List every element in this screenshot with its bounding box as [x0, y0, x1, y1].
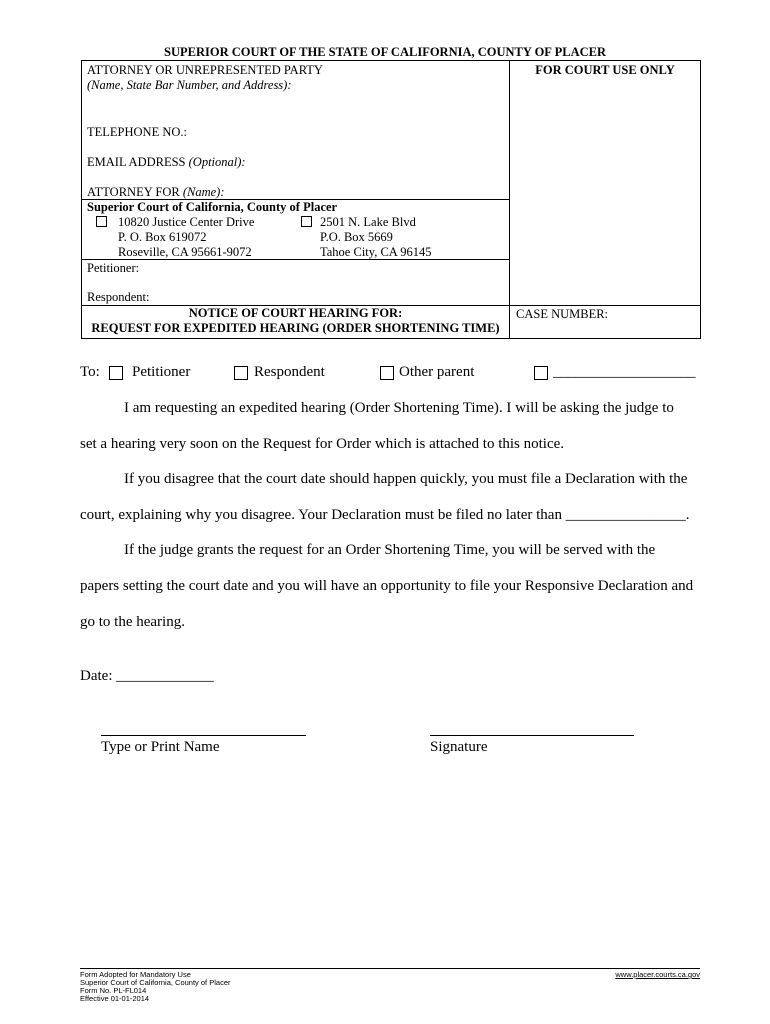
attorney-for-name: (Name):	[182, 185, 225, 199]
location-tahoe-line1: 2501 N. Lake Blvd	[320, 215, 416, 229]
paragraph-1-line-2: set a hearing very soon on the Request for Order which is attached to this notice.	[80, 436, 565, 452]
email-label-text: EMAIL ADDRESS	[87, 155, 186, 169]
location-roseville-line3: Roseville, CA 95661-9072	[118, 245, 252, 259]
court-use-label: FOR COURT USE ONLY	[535, 63, 675, 77]
attorney-sub-label: (Name, State Bar Number, and Address):	[87, 78, 292, 92]
petitioner-label: Petitioner:	[87, 261, 140, 275]
location-roseville-line2: P. O. Box 619072	[118, 230, 207, 244]
other-blank[interactable]: ___________________	[553, 364, 696, 380]
signature-line[interactable]	[430, 735, 634, 736]
footer-rule	[80, 968, 700, 969]
telephone-label: TELEPHONE NO.:	[87, 125, 187, 139]
location-tahoe-checkbox[interactable]	[301, 216, 312, 227]
attorney-label: ATTORNEY OR UNREPRESENTED PARTY	[87, 63, 323, 77]
caption-divider	[509, 61, 510, 339]
location-tahoe-line3: Tahoe City, CA 96145	[320, 245, 432, 259]
paragraph-2-line-1: If you disagree that the court date should happen quickly, you must file a Declaration with the	[124, 471, 688, 487]
date-field[interactable]: Date: _____________	[80, 668, 214, 684]
print-name-label: Type or Print Name	[101, 739, 220, 755]
paragraph-1-line-1: I am requesting an expedited hearing (Order Shortening Time). I will be asking the judge to	[124, 400, 674, 416]
attorney-for-text: ATTORNEY FOR	[87, 185, 180, 199]
other-parent-checkbox[interactable]	[380, 366, 394, 380]
divider-parties	[81, 259, 510, 260]
notice-title-1: NOTICE OF COURT HEARING FOR:	[188, 306, 403, 320]
paragraph-3-line-1: If the judge grants the request for an Order Shortening Time, you will be served with the	[124, 542, 656, 558]
footer-website-link[interactable]: www.placer.courts.ca.gov	[615, 970, 700, 979]
footer-line-4: Effective 01-01-2014	[80, 994, 150, 1003]
location-roseville-checkbox[interactable]	[96, 216, 107, 227]
paragraph-2-line-2: court, explaining why you disagree. Your Declaration must be filed no later than ________________.	[80, 507, 690, 523]
respondent-checkbox[interactable]	[234, 366, 248, 380]
to-label: To:	[80, 364, 100, 380]
petitioner-option: Petitioner	[132, 364, 191, 380]
location-roseville-line1: 10820 Justice Center Drive	[118, 215, 255, 229]
respondent-option: Respondent	[254, 364, 325, 380]
other-checkbox[interactable]	[534, 366, 548, 380]
court-name: Superior Court of California, County of Placer	[87, 200, 338, 214]
signature-label: Signature	[430, 739, 488, 755]
footer-line-1: Form Adopted for Mandatory Use	[80, 970, 191, 979]
other-parent-option: Other parent	[399, 364, 475, 380]
notice-title-2: REQUEST FOR EXPEDITED HEARING (ORDER SHORTENING TIME)	[91, 321, 500, 335]
case-number-label: CASE NUMBER:	[516, 307, 609, 321]
paragraph-3-line-2: papers setting the court date and you will have an opportunity to file your Responsive Declaration and	[80, 578, 694, 594]
footer-line-2: Superior Court of California, County of Placer	[80, 978, 231, 987]
footer-line-3: Form No. PL-FL014	[80, 986, 147, 995]
respondent-label: Respondent:	[87, 290, 150, 304]
petitioner-checkbox[interactable]	[109, 366, 123, 380]
email-label	[87, 155, 246, 170]
email-optional: (Optional):	[188, 155, 246, 169]
print-name-line[interactable]	[101, 735, 306, 736]
location-tahoe-line2: P.O. Box 5669	[320, 230, 393, 244]
attorney-for-label	[87, 185, 225, 200]
court-title: SUPERIOR COURT OF THE STATE OF CALIFORNIA, COUNTY OF PLACER	[164, 45, 606, 59]
paragraph-3-line-3: go to the hearing.	[80, 614, 185, 630]
